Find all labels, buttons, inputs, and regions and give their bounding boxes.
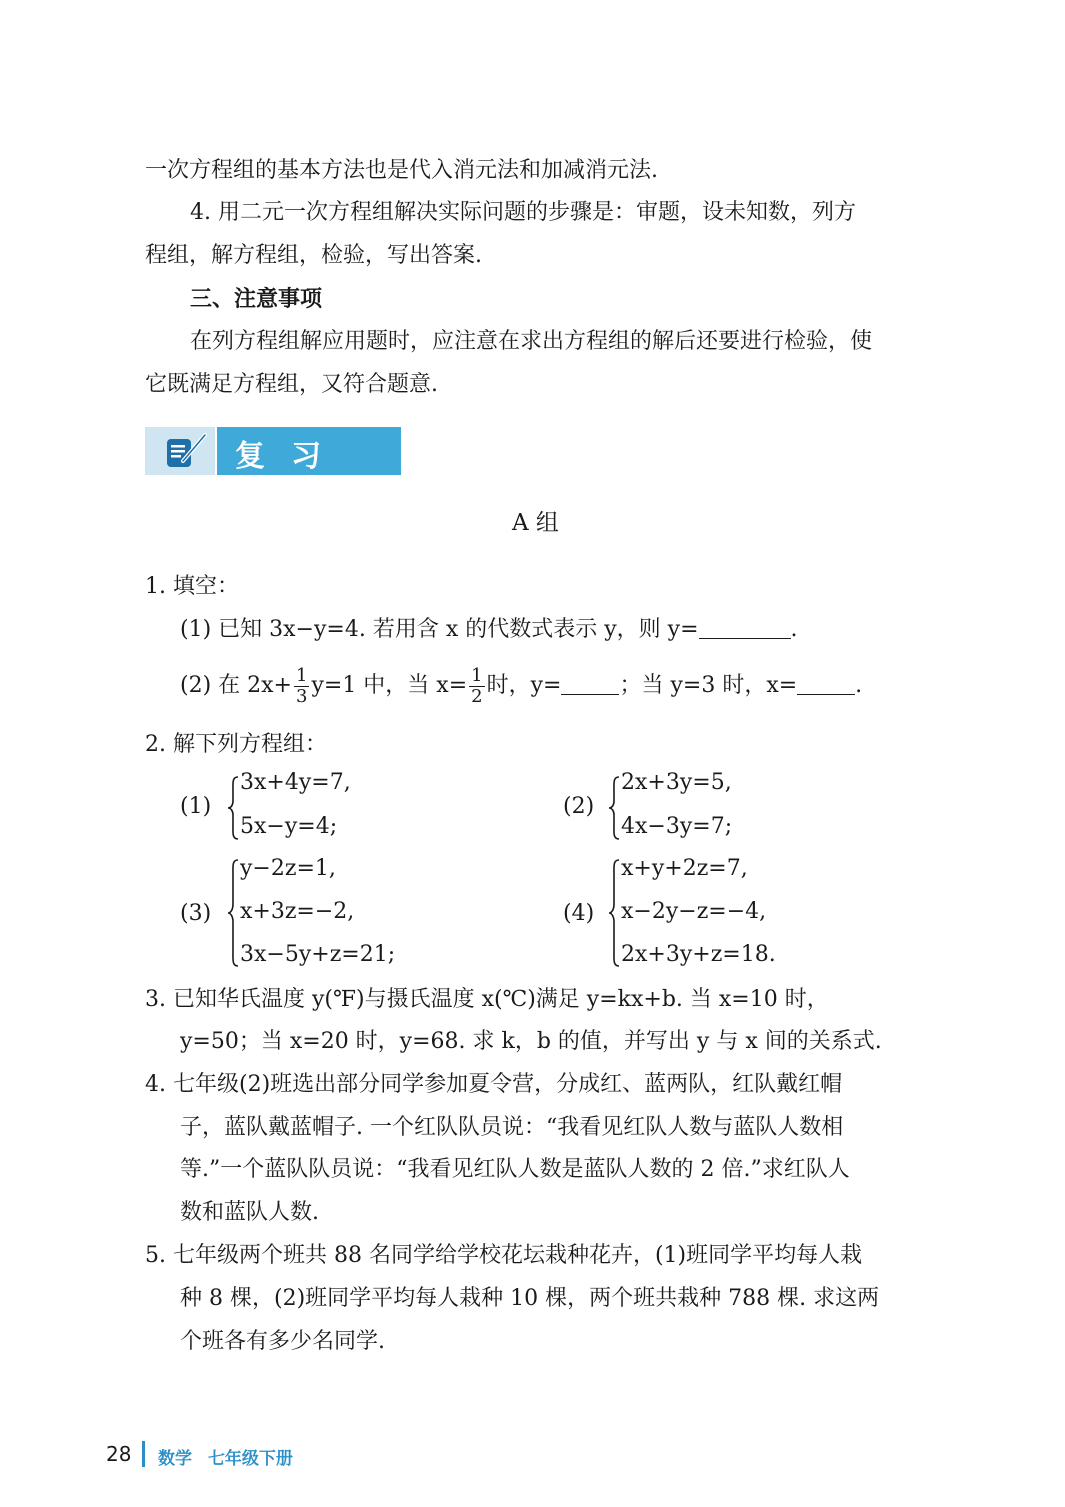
intro-line: 一次方程组的基本方法也是代入消元法和加减消元法. bbox=[145, 158, 658, 183]
system-2-equation-2: 4x−3y=7; bbox=[621, 814, 733, 839]
q1-p2-tail: ；当 y=3 时，x= bbox=[619, 673, 798, 698]
system-4-equation-2: x−2y−z=−4, bbox=[621, 899, 767, 924]
summary-item-4-line1: 4. 用二元一次方程组解决实际问题的步骤是：审题，设未知数，列方 bbox=[190, 200, 856, 225]
fraction-1-denominator: 3 bbox=[296, 685, 308, 707]
question-4-line3: 等.”一个蓝队队员说：“我看见红队人数是蓝队人数的 2 倍.”求红队人 bbox=[180, 1157, 850, 1182]
system-3-equation-2: x+3z=−2, bbox=[240, 899, 355, 924]
answer-blank-1 bbox=[699, 616, 791, 639]
question-5-line2: 种 8 棵，(2)班同学平均每人栽种 10 棵，两个班共栽种 788 棵. 求这两 bbox=[180, 1286, 880, 1311]
banner-icon-box bbox=[145, 427, 215, 475]
fraction-one-half bbox=[469, 666, 484, 707]
q1-p2-suffix: 时，y= bbox=[486, 673, 562, 698]
system-3-brace bbox=[226, 858, 240, 968]
system-1-equation-1: 3x+4y=7, bbox=[240, 770, 351, 795]
answer-blank-3 bbox=[797, 672, 855, 695]
system-1-brace bbox=[226, 775, 240, 841]
fraction-1-numerator: 1 bbox=[296, 664, 308, 686]
system-3-label: (3) bbox=[180, 901, 212, 926]
system-4-label: (4) bbox=[563, 901, 595, 926]
system-2-equation-1: 2x+3y=5, bbox=[621, 770, 732, 795]
system-1-equation-2: 5x−y=4; bbox=[240, 814, 338, 839]
answer-blank-2 bbox=[561, 672, 619, 695]
footer-divider bbox=[142, 1441, 145, 1467]
system-2-label: (2) bbox=[563, 794, 595, 819]
banner-title: 复习题 bbox=[235, 439, 347, 518]
question-3-line1: 3. 已知华氏温度 y(℉)与摄氏温度 x(℃)满足 y=kx+b. 当 x=10 时， bbox=[145, 987, 829, 1012]
notes-paragraph-line2: 它既满足方程组，又符合题意. bbox=[145, 372, 438, 397]
question-1-part-2: (2) 在 2x+ $\frac{1}{3}$ y=1 中，当 x= $\frac{1}{2}$ 时，y= ；当 y=3 时，x= . bbox=[180, 664, 863, 707]
notebook-pen-icon bbox=[145, 427, 215, 475]
system-1-label: (1) bbox=[180, 794, 212, 819]
question-5-line1: 5. 七年级两个班共 88 名同学给学校花坛栽种花卉，(1)班同学平均每人栽 bbox=[145, 1243, 863, 1268]
question-3-line2: y=50；当 x=20 时，y=68. 求 k，b 的值，并写出 y 与 x 间的关系式. bbox=[180, 1029, 882, 1054]
system-3-equation-3: 3x−5y+z=21; bbox=[240, 942, 396, 967]
question-5-line3: 个班各有多少名同学. bbox=[180, 1329, 385, 1354]
book-title: 数学 七年级下册 bbox=[158, 1449, 293, 1469]
review-exercises-banner bbox=[145, 427, 401, 518]
question-4-line1: 4. 七年级(2)班选出部分同学参加夏令营，分成红、蓝两队，红队戴红帽 bbox=[145, 1072, 843, 1097]
system-3-equation-1: y−2z=1, bbox=[240, 856, 336, 881]
fraction-2-numerator: 1 bbox=[471, 664, 483, 686]
q1-p1-text: (1) 已知 3x−y=4. 若用含 x 的代数式表示 y，则 y= bbox=[180, 617, 699, 642]
summary-item-4-line2: 程组，解方程组，检验，写出答案. bbox=[145, 243, 482, 268]
page-number: 28 bbox=[106, 1442, 132, 1466]
question-1-label: 1. 填空： bbox=[145, 574, 239, 599]
notes-paragraph-line1: 在列方程组解应用题时，应注意在求出方程组的解后还要进行检验，使 bbox=[190, 329, 873, 354]
system-4-equation-3: 2x+3y+z=18. bbox=[621, 942, 776, 967]
fraction-one-third bbox=[294, 666, 309, 707]
system-2-brace bbox=[607, 775, 621, 841]
system-4-equation-1: x+y+2z=7, bbox=[621, 856, 748, 881]
group-title: A 组 bbox=[512, 510, 559, 536]
question-4-line2: 子，蓝队戴蓝帽子. 一个红队队员说：“我看见红队人数与蓝队人数相 bbox=[180, 1115, 844, 1140]
fraction-2-denominator: 2 bbox=[471, 685, 483, 707]
q1-p2-mid: y=1 中，当 x= bbox=[311, 673, 468, 698]
q1-p2-prefix: (2) 在 2x+ bbox=[180, 673, 292, 698]
system-4-brace bbox=[607, 858, 621, 968]
question-2-label: 2. 解下列方程组： bbox=[145, 732, 327, 757]
question-4-line4: 数和蓝队人数. bbox=[180, 1200, 319, 1225]
question-1-part-1: (1) 已知 3x−y=4. 若用含 x 的代数式表示 y，则 y= . bbox=[180, 617, 798, 642]
section-heading-notes: 三、注意事项 bbox=[190, 287, 323, 312]
